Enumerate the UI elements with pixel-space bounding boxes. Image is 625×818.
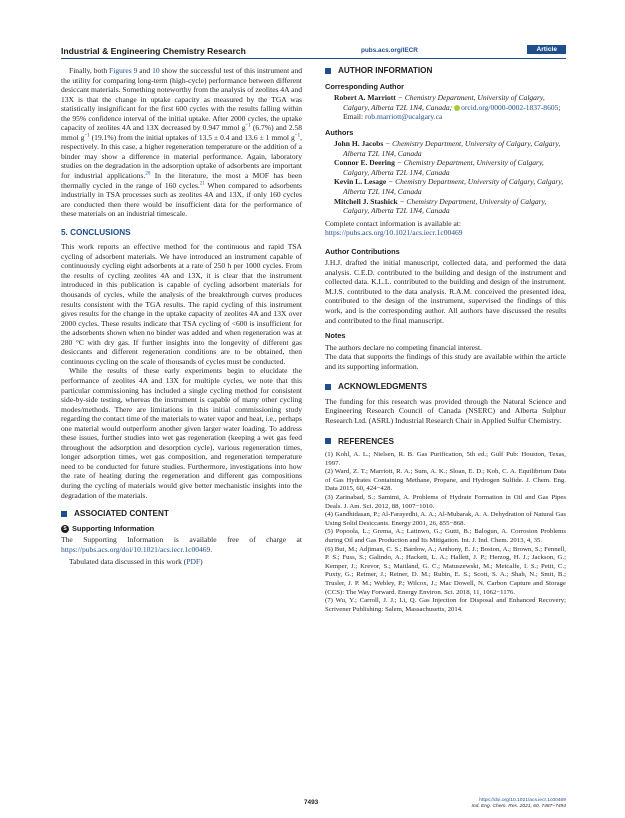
reference-item: (7) Wu, Y.; Carroll, J. J.; Li, Q. Gas Injection for Disposal and Enhanced Recovery; Scrivener Publishing: Salem, Massachusetts, 2014. xyxy=(325,597,566,613)
corresponding-author: Robert A. Marriott − Chemistry Department, University of Calgary, Calgary, Alberta T2L 1N4, Canada; orcid.org/0000-0002-1837-8605; Email: rob.marriott@ucalgary.ca xyxy=(334,93,561,122)
reference-item: (4) Gandhidasan, P.; Al-Farayedhi, A. A.; Al-Mubarak, A. A. Dehydration of Natural Gas Using Solid Desiccants. Energy 2001, 26, 855−868. xyxy=(325,511,566,527)
right-column xyxy=(325,66,566,614)
supporting-info-title: S Supporting Information xyxy=(61,524,302,534)
supporting-info-text: The Supporting Information is available free of charge at https://pubs.acs.org/doi/10.1021/acs.iecr.1c00469. xyxy=(61,535,302,554)
corresponding-author-heading: Corresponding Author xyxy=(325,81,404,91)
reference-item: (5) Popoola, L.; Grema, A.; Latinwo, G.; Gutti, B.; Balogun, A. Corrosion Problems during Oil and Gas Production and Its Mitigation. Int. J. Ind. Chem. 2013, 4, 35. xyxy=(325,528,566,544)
section-square-icon xyxy=(325,438,331,444)
references-heading: REFERENCES xyxy=(325,437,566,447)
contact-info-text: Complete contact information is available at: xyxy=(325,218,462,228)
section-square-icon xyxy=(325,384,331,390)
supporting-info-link[interactable]: https://pubs.acs.org/doi/10.1021/acs.iecr.1c00469. xyxy=(61,544,213,554)
section-square-icon xyxy=(61,511,67,517)
header-rule xyxy=(61,58,566,59)
article-badge: Article xyxy=(527,45,566,54)
orcid-icon xyxy=(454,105,460,111)
paragraph-results: Finally, both Figures 9 and 10 show the successful test of this instrument and the utility for comparing long-term (high-cycle) performance between different desiccant materials. Something noteworthy from the analysis of zeolites 4A and 13X is that the change in uptake capacity as measured by the TGA was statistically insignificant for the first 600 cycles with the results falling within the 95% confidence interval of the initial uptake. After 2000 cycles, the uptake capacity of zeolites 4A and 13X decreased by 0.947 mmol $g^{-1}$ (6.7%) and 2.58 mmol $g^{-1}$ (19.1%) from the initial uptakes of 13.5 ± 0.4 and 13.6 ± 1 mmol $g^{-1}$, respectively. In this case, a higher regeneration temperature or the addition of a binder may show a difference in material performance. Again, laboratory studies on the degradation in the adsorption uptake of adsorbents are important for industrial applications.$^{20}$ In the literature, the most a MOF has been thermally cycled in the range of 160 cycles.$^{21}$ When compared to adsorbents industrially in TSA processes such as zeolites 4A and 13X, if only 160 cycles are conducted then there would be insufficient data for the performance of these materials on an industrial timescale. xyxy=(61,66,302,219)
conclusions-heading: 5. CONCLUSIONS xyxy=(61,227,131,237)
notes-competing-interest: The authors declare no competing financial interest. xyxy=(325,342,482,352)
notes-heading: Notes xyxy=(325,331,346,341)
email-link[interactable]: rob.marriott@ucalgary.ca xyxy=(365,112,443,122)
figure-10-link[interactable]: 10 xyxy=(152,66,160,75)
pdf-link[interactable]: PDF xyxy=(186,557,201,567)
acknowledgments-text: The funding for this research was provided through the Natural Science and Engineering Research Council of Canada (NSERC) and Alberta Sulphur Research Ltd. (ASRL) Industrial Research Chair in Applied Sulfur Chemistry. xyxy=(325,396,566,425)
supporting-info-icon: S xyxy=(61,525,69,533)
contact-info-link[interactable]: https://pubs.acs.org/10.1021/acs.iecr.1c00469 xyxy=(325,228,463,238)
footer-citation xyxy=(472,798,566,810)
author-entry: John H. Jacobs − Chemistry Department, University of Calgary, Calgary, Alberta T2L 1N4, Canada xyxy=(334,139,561,158)
ref-21-link[interactable]: 21 xyxy=(199,181,205,187)
reference-item: (1) Kohl, A. L.; Nielsen, R. B. Gas Purification, 5th ed.; Gulf Pub: Houston, Texas, 1997. xyxy=(325,451,566,467)
left-column xyxy=(61,66,302,567)
author-entry: Mitchell J. Stashick − Chemistry Department, University of Calgary, Calgary, Alberta T2L 1N4, Canada xyxy=(334,196,547,216)
running-header xyxy=(61,46,566,58)
authors-heading: Authors xyxy=(325,127,354,137)
author-information-heading: AUTHOR INFORMATION xyxy=(325,66,566,76)
reference-item: (2) Ward, Z. T.; Marriott, R. A.; Sum, A. K.; Sloan, E. D.; Koh, C. A. Equilibrium Data of Gas Hydrates Containing Methane, Propane, and Hydrogen Sulfide. J. Chem. Eng. Data 2015, 60, 424−428. xyxy=(325,468,566,493)
section-square-icon xyxy=(325,68,331,74)
references-list xyxy=(325,451,566,614)
footer-doi-link[interactable]: https://doi.org/10.1021/acs.iecr.1c00469 xyxy=(479,798,566,803)
journal-url[interactable]: pubs.acs.org/IECR xyxy=(361,47,418,54)
conclusions-paragraph-2: While the results of these early experiments begin to elucidate the performance of zeolites 4A and 13X for multiple cycles, we note that this particular commissioning has included a single cycling method for consistent side-by-side testing, whereas the instrument is capable of many other cycling modes/methods. There are limitations in this initial commissioning study regarding the contact time of the materials to water vapor and heat, i.e., perhaps one material would outperform another given larger water loading. To address these issues, further studies into wet gas regeneration (keeping a wet gas feed throughout the adsorption and desorption cycle), various regeneration times, longer adsorption times, wet gas composition, and regeneration temperature need to be conducted for future studies. Furthermore, investigations into how the rate of heating during the regeneration and different gas compositions during the cycling of materials would give better mechanistic insights into the degradation of the materials. xyxy=(61,366,302,500)
tabulated-data-item: Tabulated data discussed in this work (PDF) xyxy=(69,557,203,567)
notes-data-availability: The data that supports the findings of this study are available within the article and its supporting information. xyxy=(325,352,566,371)
reference-item: (3) Zarinabad, S.; Samimi, A. Problems of Hydrate Formation in Oil and Gas Pipes Deals. J. Am. Sci. 2012, 88, 1007−1010. xyxy=(325,494,566,510)
reference-item: (6) Bui, M.; Adjiman, C. S.; Bardow, A.; Anthony, E. J.; Boston, A.; Brown, S.; Fennell, P. S.; Fuss, S.; Galindo, A.; Hackett, L. A.; Hallett, J. P.; Herzog, H. J.; Jackson, G.; Kemper, J.; Krevor, S.; Maitland, G. C.; Matuszewski, M.; Metcalfe, I. S.; Petit, C.; Puxty, G.; Reimer, J.; Reiner, D. M.; Rubin, E. S.; Scott, S. A.; Shah, N.; Smit, B.; Trusler, J. P. M.; Webley, P.; Wilcox, J.; Mac Dowell, N. Carbon Capture and Storage (CCS): The Way Forward. Energy Environ. Sci. 2018, 11, 1062−1176. xyxy=(325,545,566,596)
orcid-link[interactable]: orcid.org/0000-0002-1837-8605 xyxy=(461,102,559,112)
journal-name: Industrial & Engineering Chemistry Research xyxy=(61,46,246,56)
associated-content-heading: ASSOCIATED CONTENT xyxy=(61,509,302,519)
author-contributions-text: J.H.J. drafted the initial manuscript, collected data, and performed the data analysis. C.E.D. contributed to the building and design of the instrument and collected data. K.L.L. contributed to the building and design of the instrument. M.J.S. contributed to the data analysis. R.A.M. conceived the presented idea, contributed to the design of the instrument, supervised the findings of this work, and is the corresponding author. All authors have discussed the results and contributed to the final manuscript. xyxy=(325,258,566,325)
footer-journal-citation: Ind. Eng. Chem. Res. 2021, 60, 7487−7494 xyxy=(471,804,566,809)
author-entry: Kevin L. Lesage − Chemistry Department, University of Calgary, Calgary, Alberta T2L 1N4, Canada xyxy=(334,177,564,197)
acknowledgments-heading: ACKNOWLEDGMENTS xyxy=(325,382,566,392)
author-entry: Connor E. Deering − Chemistry Department, University of Calgary, Calgary, Alberta T2L 1N4, Canada xyxy=(334,158,544,177)
figure-9-link[interactable]: Figures 9 xyxy=(109,66,138,75)
page-number: 7493 xyxy=(304,799,319,806)
conclusions-paragraph-1: This work reports an effective method for the continuous and rapid TSA cycling of adsorbent materials. We have introduced an instrument capable of continuously cycling eight adsorbents at a rate of 250 h per 1000 cycles. From the results of cycling zeolites 4A and 13X, it is clear that the instrument introduced in this publication is capable of cycling adsorbent materials for thousands of cycles, while the analysis of the breakthrough curves produces results consistent with the TGA results. The rapid cycling of this instrument gives results for the change in the uptake capacity of zeolites 4A and 13X over 2000 cycles. These results indicate that TSA cycling of <600 is insufficient for the adsorbents shown when no binder was added and when regeneration was at 280 °C with dry gas. If further insights into the longevity of different gas desiccants and different regeneration conditions are to be obtained, then continuous cycling on the scale of thousands of cycles must be conducted. xyxy=(61,242,302,366)
ref-20-link[interactable]: 20 xyxy=(145,171,151,177)
author-contributions-heading: Author Contributions xyxy=(325,246,400,256)
